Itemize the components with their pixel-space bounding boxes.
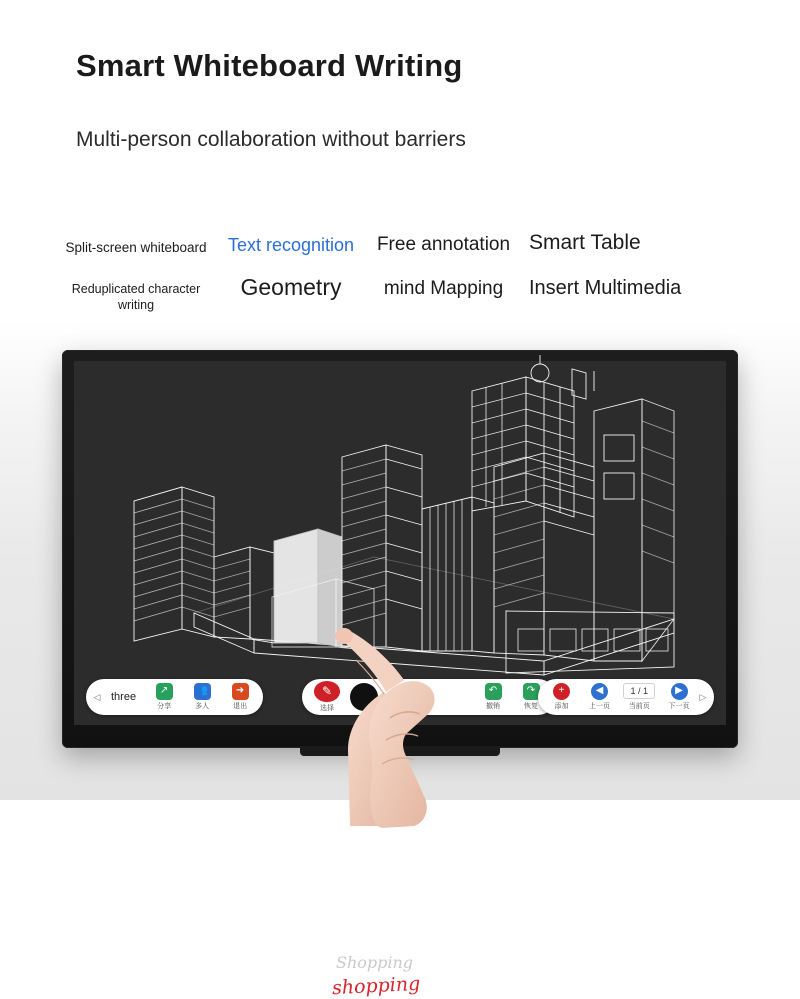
left-toolbar[interactable] (86, 679, 263, 715)
feature-smart-table: Smart Table (529, 231, 641, 254)
feature-free-annotation: Free annotation (376, 234, 511, 255)
feature-split-screen-whiteboard: Split-screen whiteboard (65, 240, 207, 255)
feature-row-1 (56, 228, 756, 272)
feature-list (56, 228, 756, 316)
menu-button[interactable] (147, 681, 181, 713)
collapse-left-toolbar-icon[interactable]: ◁ (90, 680, 104, 714)
city-line-drawing (74, 361, 726, 725)
next-page-button[interactable] (662, 681, 696, 713)
feature-row-2 (56, 272, 756, 316)
feature-geometry: Geometry (240, 274, 342, 300)
next-page-icon: ▶ (671, 683, 688, 700)
ink-color-icon[interactable] (350, 683, 378, 711)
redo-icon: ↷ (523, 683, 540, 700)
exit-label: 退出 (233, 703, 248, 711)
interactive-display-device (62, 350, 738, 999)
center-toolbar[interactable] (302, 679, 556, 715)
feature-text-recognition: Text recognition (227, 235, 355, 255)
prev-page-icon: ◀ (591, 683, 608, 700)
add-page-label: 添加 (554, 703, 569, 711)
whiteboard-screen[interactable] (74, 361, 726, 999)
pen-select-label: 选择 (320, 705, 334, 712)
page-indicator: 1 / 1 (623, 683, 655, 699)
feature-reduplicated-character-writing: Reduplicated character writing (71, 282, 201, 312)
feature-insert-multimedia: Insert Multimedia (529, 277, 682, 299)
page-label: three (111, 691, 137, 703)
undo-icon: ↶ (485, 683, 502, 700)
page-label-button[interactable] (104, 681, 143, 713)
users-icon: 👥 (194, 683, 211, 700)
redo-label: 恢复 (524, 703, 538, 711)
feature-mind-mapping: mind Mapping (383, 278, 504, 299)
handwriting-recognized-text: Shopping (336, 953, 414, 972)
next-page-label: 下一页 (668, 703, 690, 711)
current-page-label: 当前页 (628, 702, 650, 710)
right-toolbar[interactable] (538, 679, 714, 715)
handwriting-ink-text: shopping (331, 972, 421, 999)
device-stand (300, 746, 500, 756)
prev-page-button[interactable] (582, 681, 616, 713)
exit-icon: ➜ (232, 683, 249, 700)
pen-select-button[interactable] (310, 681, 344, 713)
share-label: 分享 (157, 703, 172, 711)
multi-user-label: 多人 (195, 703, 210, 711)
share-icon: ↗ (156, 683, 173, 700)
page-indicator-wrap (620, 681, 658, 713)
prev-page-label: 上一页 (588, 703, 610, 711)
expand-right-toolbar-icon[interactable]: ▷ (696, 680, 710, 714)
undo-button[interactable] (476, 681, 510, 713)
add-page-icon: + (553, 683, 570, 700)
pen-icon: ✎ (314, 681, 340, 702)
page-title: Smart Whiteboard Writing (76, 48, 463, 83)
multi-user-button[interactable] (185, 681, 219, 713)
page-subtitle: Multi-person collaboration without barriers (76, 128, 466, 151)
add-page-button[interactable] (544, 681, 578, 713)
exit-button[interactable] (223, 681, 257, 713)
undo-label: 撤销 (486, 703, 500, 711)
